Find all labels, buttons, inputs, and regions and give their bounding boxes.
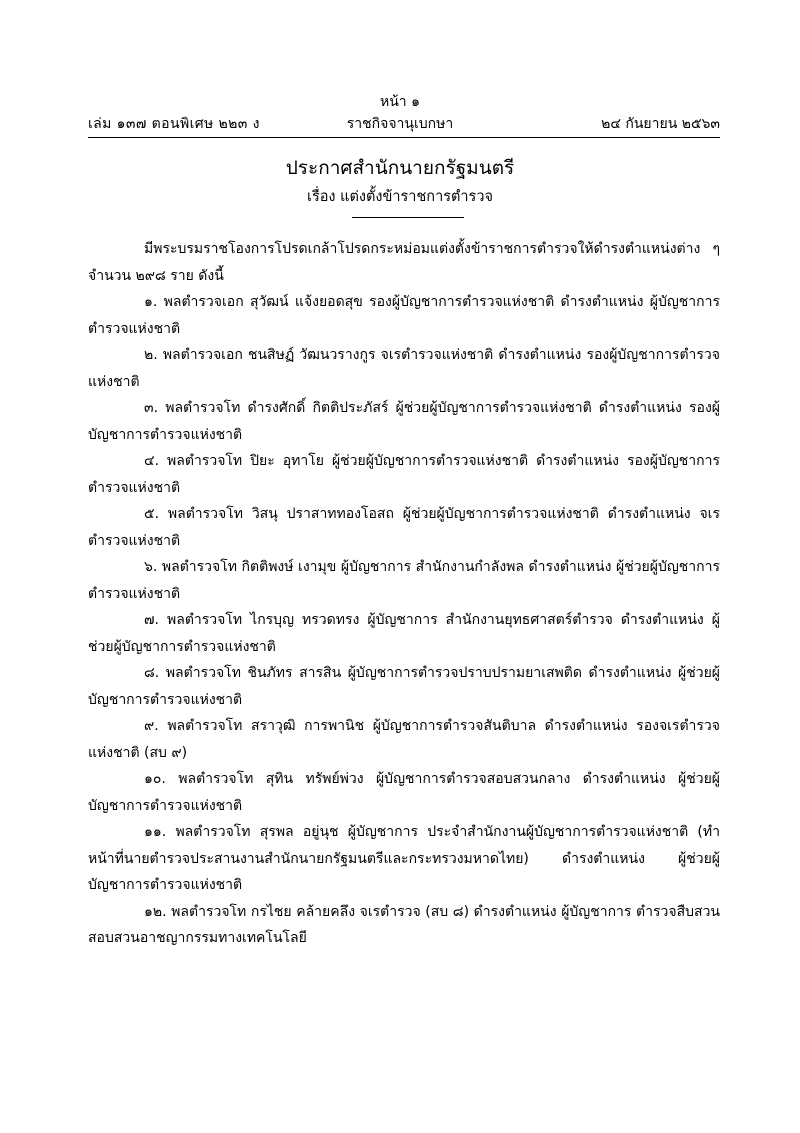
publication-date: ๒๔ กันยายน ๒๕๖๓ <box>601 116 720 132</box>
appointment-item: ๑๐. พลตำรวจโท สุทิน ทรัพย์พ่วง ผู้บัญชาการตำรวจสอบสวนกลาง ดำรงตำแหน่ง ผู้ช่วยผู้บัญชาการตำรวจแห่งชาติ <box>88 771 720 814</box>
announcement-title: ประกาศสำนักนายกรัฐมนตรี <box>285 157 515 179</box>
announcement-subject: เรื่อง แต่งตั้งข้าราชการตำรวจ <box>306 189 493 205</box>
appointment-item: ๖. พลตำรวจโท กิตติพงษ์ เงามุข ผู้บัญชาการ สำนักงานกำลังพล ดำรงตำแหน่ง ผู้ช่วยผู้บัญชาการตำรวจแห่งชาติ <box>88 559 720 602</box>
appointment-item: ๒. พลตำรวจเอก ชนสิษฏ์ วัฒนวรางกูร จเรตำรวจแห่งชาติ ดำรงตำแหน่ง รองผู้บัญชาการตำรวจแห่งชาติ <box>88 347 720 390</box>
appointment-item: ๓. พลตำรวจโท ดำรงศักดิ์ กิตติประภัสร์ ผู้ช่วยผู้บัญชาการตำรวจแห่งชาติ ดำรงตำแหน่ง รองผู้บัญชาการตำรวจแห่งชาติ <box>88 400 720 443</box>
announcement-body <box>88 236 720 952</box>
appointment-item: ๑๑. พลตำรวจโท สุรพล อยู่นุช ผู้บัญชาการ ประจำสำนักงานผู้บัญชาการตำรวจแห่งชาติ (ทำหน้าที่นายตำรวจประสานงานสำนักนายกรัฐมนตรีและกระทรวงมหาดไทย) ดำรงตำแหน่ง ผู้ช่วยผู้บัญชาการตำรวจแห่งชาติ <box>88 824 720 893</box>
intro-paragraph: มีพระบรมราชโองการโปรดเกล้าโปรดกระหม่อมแต่งตั้งข้าราชการตำรวจให้ดำรงตำแหน่งต่าง ๆ จำนวน ๒๙๘ ราย ดังนี้ <box>88 241 720 284</box>
header-rule <box>88 137 720 138</box>
gazette-name: ราชกิจจานุเบกษา <box>346 116 454 132</box>
appointment-item: ๑๒. พลตำรวจโท กรไชย คล้ายคลึง จเรตำรวจ (สบ ๘) ดำรงตำแหน่ง ผู้บัญชาการ ตำรวจสืบสวนสอบสวนอาชญากรรมทางเทคโนโลยี <box>88 903 720 946</box>
appointment-item: ๘. พลตำรวจโท ชินภัทร สารสิน ผู้บัญชาการตำรวจปราบปรามยาเสพติด ดำรงตำแหน่ง ผู้ช่วยผู้บัญชาการตำรวจแห่งชาติ <box>88 665 720 708</box>
volume-info: เล่ม ๑๓๗ ตอนพิเศษ ๒๒๓ ง <box>88 116 260 132</box>
title-divider <box>352 217 464 218</box>
appointment-item: ๑. พลตำรวจเอก สุวัฒน์ แจ้งยอดสุข รองผู้บัญชาการตำรวจแห่งชาติ ดำรงตำแหน่ง ผู้บัญชาการตำรวจแห่งชาติ <box>88 294 720 337</box>
appointment-item: ๕. พลตำรวจโท วิสนุ ปราสาททองโอสถ ผู้ช่วยผู้บัญชาการตำรวจแห่งชาติ ดำรงตำแหน่ง จเรตำรวจแห่งชาติ <box>88 506 720 549</box>
appointment-item: ๙. พลตำรวจโท สราวุฒิ การพานิช ผู้บัญชาการตำรวจสันติบาล ดำรงตำแหน่ง รองจเรตำรวจแห่งชาติ (สบ ๙) <box>88 718 720 761</box>
appointment-item: ๔. พลตำรวจโท ปิยะ อุทาโย ผู้ช่วยผู้บัญชาการตำรวจแห่งชาติ ดำรงตำแหน่ง รองผู้บัญชาการตำรวจแห่งชาติ <box>88 453 720 496</box>
page-number: หน้า ๑ <box>380 94 420 110</box>
appointment-item: ๗. พลตำรวจโท ไกรบุญ ทรวดทรง ผู้บัญชาการ สำนักงานยุทธศาสตร์ตำรวจ ดำรงตำแหน่ง ผู้ช่วยผู้บัญชาการตำรวจแห่งชาติ <box>88 612 720 655</box>
